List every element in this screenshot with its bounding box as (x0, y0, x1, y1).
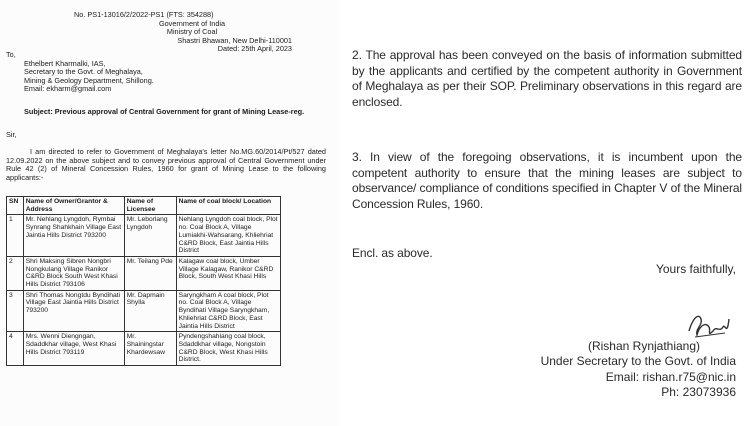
government-name: Government of India (158, 18, 226, 28)
signature-mark (685, 307, 733, 343)
table-header-row (7, 197, 281, 215)
paragraph-1 (6, 148, 326, 182)
cell-sn: 4 (7, 332, 24, 366)
salutation: Sir, (6, 130, 17, 139)
recipient-department: Mining & Geology Department, Shillong. (24, 75, 154, 85)
subject-line: Subject: Previous approval of Central Government for grant of Mining Lease-reg. (24, 107, 305, 116)
cell-location: Pyndengshahlang coal block, Sdaddkhar village, Nongstoin C&RD Block, West Khasi Hills District. (176, 332, 280, 366)
file-number: No. PS1-13016/2/2022-PS1 (FTS: 354288) (74, 10, 214, 19)
cell-owner: Mrs. Wenni Diengngan, Sdaddkhar village, West Khasi Hills District 793119 (23, 332, 124, 366)
header-licensee: Name of Licensee (124, 197, 176, 215)
table-row (7, 332, 281, 366)
cell-sn: 3 (7, 290, 24, 332)
signatory-phone: Ph: 23073936 (661, 385, 736, 400)
letter-page-1 (0, 0, 340, 426)
to-label: To, (6, 50, 16, 59)
cell-licensee: Mr. Dapmain Shylla (124, 290, 176, 332)
cell-owner: Mr. Nehlang Lyngdoh, Rymbai Synrang Shahkhain Village East Jaintia Hills District 793200 (23, 215, 124, 257)
enclosure-note: Encl. as above. (352, 246, 433, 260)
ministry-name: Ministry of Coal (166, 27, 218, 37)
letter-header (74, 10, 292, 54)
applicants-table (6, 196, 281, 366)
letter-page-2 (340, 0, 750, 426)
signatory-block (512, 339, 736, 401)
cell-sn: 1 (7, 215, 24, 257)
table-row (7, 290, 281, 332)
recipient-email: Email: ekharm@gmail.com (24, 84, 112, 94)
recipient-block (6, 51, 326, 94)
header-location: Name of coal block/ Location (176, 197, 280, 215)
table-row (7, 215, 281, 257)
recipient-designation: Secretary to the Govt. of Meghalaya, (24, 67, 143, 77)
signatory-designation: Under Secretary to the Govt. of India (540, 354, 736, 369)
cell-location: Saryngkham A coal block, Plot no. Coal Block A, Village Byndihati Village Saryngkham, Khliehriat C&RD Block, East Jaintia Hills District (176, 290, 280, 332)
paragraph-3: 3. In view of the foregoing observations, it is incumbent upon the competent authority to ensure that the mining leases are subject to observance/ compliance of conditions specified in Chapter V of the Mineral Concession Rules, 1960. (352, 150, 742, 211)
recipient-name: Ethelbert Kharmalki, IAS, (24, 58, 106, 68)
cell-location: Nehlang Lyngdoh coal block, Plot no. Coal Block A, Village Lumiakhi-Wahsarang, Khliehriat C&RD Block, East Jaintia Hills District (176, 215, 280, 257)
letter-date: Dated: 25th April, 2023 (217, 44, 292, 54)
cell-licensee: Mr. Leborlang Lyngdoh (124, 215, 176, 257)
office-address: Shastri Bhawan, New Delhi-110001 (177, 35, 292, 45)
table-row (7, 256, 281, 290)
cell-location: Kalagaw coal block, Umber Village Kalagaw, Ranikor C&RD Block, South West Khasi Hills (176, 256, 280, 290)
paragraph-2: 2. The approval has been conveyed on the basis of information submitted by the applicants and certified by the competent authority in Government of Meghalaya as per their SOP. Preliminary observations in this regard are enclosed. (352, 48, 742, 109)
header-sn: SN (7, 197, 24, 215)
cell-licensee: Mr. Teilang Pde (124, 256, 176, 290)
header-owner: Name of Owner/Grantor & Address (23, 197, 124, 215)
signatory-name: (Rishan Rynjathiang) (587, 339, 701, 353)
cell-owner: Shri Thomas Nongtdu Byndihati Village East Jaintia Hills District 793200 (23, 290, 124, 332)
cell-licensee: Mr. Shainingstar Khardewsaw (124, 332, 176, 366)
signatory-email: Email: rishan.r75@nic.in (605, 369, 736, 384)
paragraph-1-text: I am directed to refer to Government of Meghalaya's letter No.MG.60/2014/Pt/527 dated 12.09.2022 on the above subject and to convey previous approval of Central Government under Rule 42 (2) of Mineral Concession Rules, 1960 for grant of Mining Lease to the following applicants:- (6, 147, 326, 182)
cell-sn: 2 (7, 256, 24, 290)
cell-owner: Shri Maksing Sibren Nongbri Nongkulang Village Ranikor C&RD Block South West Khasi Hills District 793106 (23, 256, 124, 290)
closing-line: Yours faithfully, (655, 262, 736, 276)
